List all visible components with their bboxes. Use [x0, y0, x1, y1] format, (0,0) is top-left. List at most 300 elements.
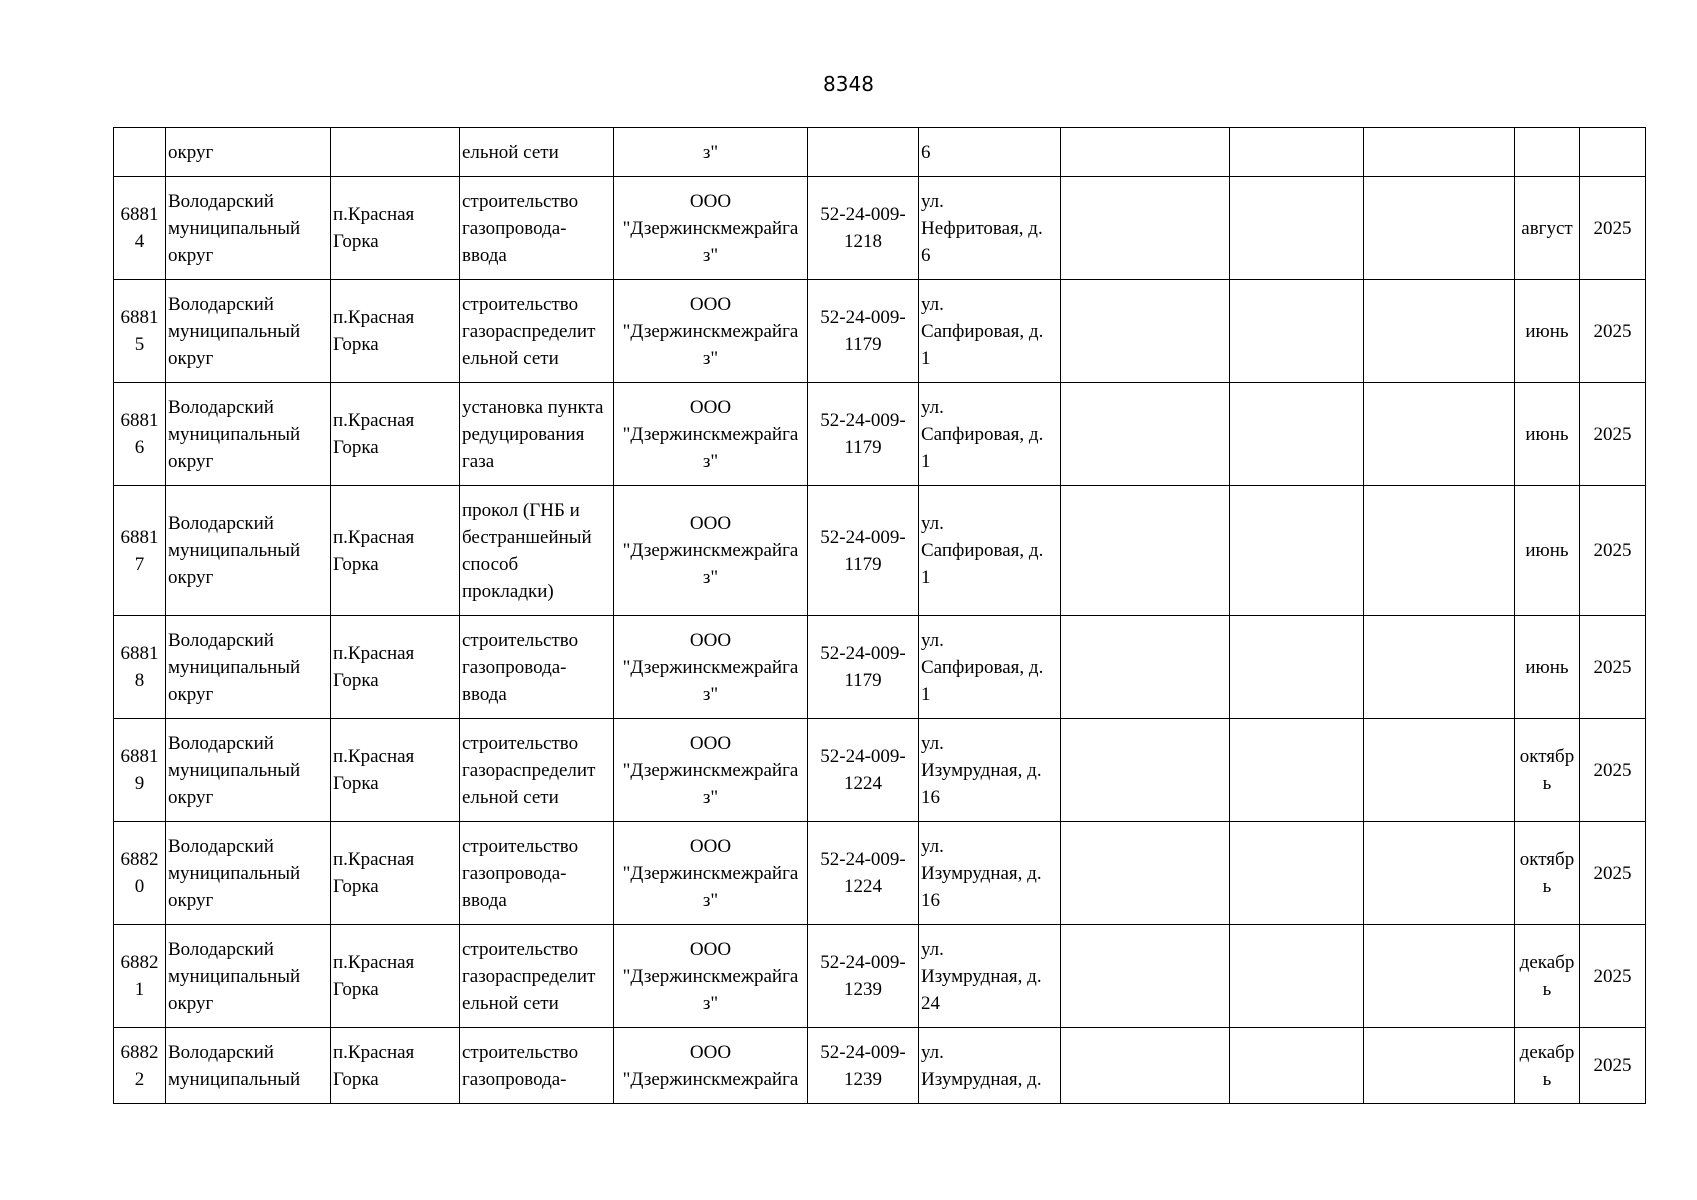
cell-line: 1: [921, 450, 931, 472]
cell-month: [1515, 616, 1580, 719]
cell-line: п.Красная: [333, 849, 415, 870]
cell-work: [460, 177, 614, 280]
cell-line: 1: [921, 567, 931, 588]
cell-line: Володарский: [168, 1041, 274, 1063]
cell-district: округ: [166, 128, 331, 177]
cell-empty-3: [1364, 925, 1515, 1028]
cell-line: Володарский: [168, 293, 274, 315]
cell-line: "Дзержинскмежрайга: [622, 320, 799, 342]
table-row: [114, 486, 1646, 616]
cell-address: [919, 177, 1061, 280]
cell-settlement: [331, 925, 460, 1028]
cell-district: [166, 822, 331, 925]
cell-line: ул.: [921, 1041, 944, 1063]
cell-line: округ: [168, 567, 214, 588]
cell-line: 1218: [844, 231, 882, 252]
cell-line: ул.: [921, 396, 944, 418]
cell-contractor: [614, 616, 808, 719]
cell-line: ельной сети: [462, 786, 559, 808]
cell-year: 2025: [1580, 1028, 1646, 1104]
table-row: [114, 822, 1646, 925]
cell-line: ул.: [921, 190, 944, 212]
works-table-body: [114, 128, 1646, 1104]
cell-line: 1224: [844, 773, 882, 794]
cell-line: ООО: [689, 513, 732, 534]
cell-line: 8: [134, 670, 145, 691]
cell-line: установка пункта: [462, 396, 604, 418]
cell-num: [114, 925, 166, 1028]
cell-line: ООО: [689, 293, 732, 315]
cell-line: ь: [1542, 979, 1552, 1000]
cell-line: п.Красная: [333, 643, 415, 664]
cell-line: июнь: [1525, 320, 1569, 342]
cell-line: август: [1521, 217, 1573, 239]
cell-line: 52-24-009-: [820, 1041, 906, 1063]
cell-line: 16: [921, 786, 940, 808]
cell-empty-1: [1061, 486, 1230, 616]
cell-line: строительство: [462, 293, 579, 315]
cell-year: 2025: [1580, 486, 1646, 616]
cell-line: "Дзержинскмежрайга: [622, 540, 799, 561]
cell-contractor: з": [614, 128, 808, 177]
cell-line: Нефритовая, д.: [921, 217, 1043, 239]
cell-settlement: [331, 486, 460, 616]
cell-line: Володарский: [168, 835, 274, 857]
cell-district: [166, 616, 331, 719]
cell-cadastral: [808, 1028, 919, 1104]
cell-line: 52-24-009-: [820, 952, 906, 973]
cell-address: [919, 925, 1061, 1028]
cell-settlement: [331, 177, 460, 280]
table-row: [114, 616, 1646, 719]
cell-line: 5: [134, 334, 145, 355]
cell-settlement: [331, 280, 460, 383]
cell-work: ельной сети: [460, 128, 614, 177]
cell-line: Горка: [333, 231, 379, 252]
cell-empty-1: [1061, 925, 1230, 1028]
cell-empty-1: [1061, 616, 1230, 719]
cell-empty-2: [1230, 383, 1364, 486]
cell-line: 6881: [120, 746, 159, 767]
cell-address: [919, 383, 1061, 486]
cell-settlement: [331, 383, 460, 486]
cell-line: ООО: [689, 732, 732, 754]
cell-line: октябр: [1519, 849, 1575, 870]
cell-line: "Дзержинскмежрайга: [622, 965, 799, 987]
cell-line: газопровода-: [462, 656, 567, 678]
table-row-partial: [114, 128, 1646, 177]
cell-line: з": [702, 786, 719, 808]
cell-line: муниципальный: [168, 656, 301, 678]
cell-year: 2025: [1580, 822, 1646, 925]
cell-contractor: [614, 177, 808, 280]
cell-empty-3: [1364, 616, 1515, 719]
cell-line: бестраншейный: [462, 526, 592, 548]
cell-cadastral: [808, 383, 919, 486]
cell-month: [1515, 925, 1580, 1028]
cell-address: [919, 486, 1061, 616]
cell-line: "Дзержинскмежрайга: [622, 656, 799, 678]
cell-empty-1: [1061, 128, 1230, 177]
cell-line: 6881: [120, 204, 159, 225]
table-row: [114, 719, 1646, 822]
cell-line: ввода: [462, 683, 507, 705]
cell-num: [114, 616, 166, 719]
cell-line: Володарский: [168, 938, 274, 960]
cell-year: 2025: [1580, 383, 1646, 486]
cell-empty-1: [1061, 280, 1230, 383]
cell-line: з": [702, 992, 719, 1014]
cell-line: ь: [1542, 1068, 1552, 1090]
cell-empty-1: [1061, 177, 1230, 280]
cell-line: ельной сети: [462, 992, 559, 1014]
cell-line: 52-24-009-: [820, 643, 906, 664]
cell-line: 9: [134, 773, 145, 794]
cell-line: з": [702, 347, 719, 369]
cell-line: п.Красная: [333, 1041, 415, 1063]
cell-line: Сапфировая, д.: [921, 656, 1044, 678]
cell-line: октябр: [1519, 746, 1575, 767]
cell-line: з": [702, 244, 719, 266]
cell-work: [460, 719, 614, 822]
cell-line: ул.: [921, 513, 944, 534]
cell-work: [460, 616, 614, 719]
cell-address: [919, 616, 1061, 719]
cell-line: п.Красная: [333, 746, 415, 767]
cell-line: газораспределит: [462, 965, 596, 987]
cell-district: [166, 486, 331, 616]
cell-line: 1239: [844, 979, 882, 1000]
cell-line: з": [702, 889, 719, 911]
cell-empty-2: [1230, 1028, 1364, 1104]
cell-year: 2025: [1580, 280, 1646, 383]
cell-line: 4: [134, 231, 145, 252]
cell-year: 2025: [1580, 616, 1646, 719]
cell-num: [114, 128, 166, 177]
cell-line: Изумрудная, д.: [921, 965, 1042, 987]
cell-empty-2: [1230, 128, 1364, 177]
cell-line: 52-24-009-: [820, 410, 906, 431]
cell-month: [1515, 822, 1580, 925]
cell-district: [166, 925, 331, 1028]
cell-empty-1: [1061, 383, 1230, 486]
cell-cadastral: [808, 128, 919, 177]
cell-line: июнь: [1525, 540, 1569, 561]
cell-empty-3: [1364, 177, 1515, 280]
cell-month: [1515, 486, 1580, 616]
cell-line: муниципальный: [168, 540, 301, 561]
cell-num: [114, 1028, 166, 1104]
cell-address: 6: [919, 128, 1061, 177]
cell-line: з": [702, 683, 719, 705]
cell-line: ООО: [689, 629, 732, 651]
cell-line: ь: [1542, 773, 1552, 794]
cell-num: [114, 280, 166, 383]
cell-district: [166, 383, 331, 486]
cell-line: округ: [168, 244, 214, 266]
cell-line: Горка: [333, 553, 379, 575]
cell-line: прокладки): [462, 580, 554, 602]
cell-district: [166, 1028, 331, 1104]
cell-line: Володарский: [168, 732, 274, 754]
cell-contractor: [614, 1028, 808, 1104]
cell-empty-3: [1364, 128, 1515, 177]
cell-line: "Дзержинскмежрайга: [622, 217, 799, 239]
cell-line: строительство: [462, 835, 579, 857]
cell-line: 52-24-009-: [820, 307, 906, 328]
cell-line: газораспределит: [462, 320, 596, 342]
cell-line: строительство: [462, 190, 579, 212]
cell-line: ул.: [921, 732, 944, 754]
cell-empty-2: [1230, 616, 1364, 719]
cell-line: Горка: [333, 670, 379, 691]
cell-line: Горка: [333, 773, 379, 794]
cell-line: муниципальный: [168, 862, 301, 884]
cell-line: ООО: [689, 396, 732, 418]
cell-contractor: [614, 383, 808, 486]
cell-line: 1: [921, 683, 931, 705]
cell-line: "Дзержинскмежрайга: [622, 423, 799, 445]
cell-line: ООО: [689, 190, 732, 212]
cell-line: 52-24-009-: [820, 526, 906, 548]
cell-contractor: [614, 925, 808, 1028]
cell-settlement: [331, 719, 460, 822]
cell-line: муниципальный: [168, 423, 301, 445]
table-row: [114, 383, 1646, 486]
cell-line: п.Красная: [333, 410, 415, 431]
cell-empty-2: [1230, 177, 1364, 280]
table-row: [114, 177, 1646, 280]
cell-cadastral: [808, 719, 919, 822]
cell-address: [919, 1028, 1061, 1104]
cell-work: [460, 280, 614, 383]
cell-work: [460, 925, 614, 1028]
cell-work: [460, 1028, 614, 1104]
cell-line: округ: [168, 889, 214, 911]
cell-line: п.Красная: [333, 204, 415, 225]
cell-month: [1515, 383, 1580, 486]
cell-line: 1: [921, 347, 931, 369]
cell-line: округ: [168, 450, 214, 472]
cell-empty-2: [1230, 719, 1364, 822]
cell-line: ООО: [689, 938, 732, 960]
cell-year: 2025: [1580, 177, 1646, 280]
cell-line: з": [702, 450, 719, 472]
cell-line: Горка: [333, 1068, 379, 1090]
table-row: [114, 1028, 1646, 1104]
cell-line: ООО: [689, 1041, 732, 1063]
cell-year: 2025: [1580, 719, 1646, 822]
cell-empty-2: [1230, 822, 1364, 925]
cell-num: [114, 177, 166, 280]
cell-line: способ: [462, 553, 519, 575]
cell-work: [460, 822, 614, 925]
cell-line: 6: [134, 437, 145, 458]
cell-line: 0: [134, 876, 145, 897]
cell-line: 1179: [844, 437, 882, 458]
cell-line: 1239: [844, 1068, 882, 1090]
cell-contractor: [614, 719, 808, 822]
cell-line: 16: [921, 889, 940, 911]
cell-line: Володарский: [168, 396, 274, 418]
cell-line: 1179: [844, 670, 882, 691]
cell-empty-2: [1230, 280, 1364, 383]
cell-district: [166, 280, 331, 383]
cell-line: п.Красная: [333, 952, 415, 973]
cell-line: ул.: [921, 293, 944, 315]
cell-line: 6881: [120, 410, 159, 431]
cell-line: Горка: [333, 979, 379, 1000]
cell-settlement: [331, 616, 460, 719]
cell-line: округ: [168, 992, 214, 1014]
cell-line: строительство: [462, 629, 579, 651]
cell-num: [114, 822, 166, 925]
cell-line: Горка: [333, 334, 379, 355]
cell-line: 7: [134, 553, 145, 575]
cell-line: ввода: [462, 244, 507, 266]
cell-line: муниципальный: [168, 217, 301, 239]
works-table: [113, 127, 1646, 1104]
cell-line: "Дзержинскмежрайга: [622, 1068, 799, 1090]
cell-line: 24: [921, 992, 940, 1014]
cell-line: 6881: [120, 643, 159, 664]
cell-contractor: [614, 280, 808, 383]
cell-empty-2: [1230, 925, 1364, 1028]
cell-line: Изумрудная, д.: [921, 1068, 1042, 1090]
cell-line: Володарский: [168, 513, 274, 534]
cell-line: строительство: [462, 1041, 579, 1063]
cell-line: муниципальный: [168, 965, 301, 987]
cell-line: 2: [134, 1068, 145, 1090]
cell-empty-1: [1061, 822, 1230, 925]
cell-empty-3: [1364, 719, 1515, 822]
cell-line: округ: [168, 683, 214, 705]
cell-line: газопровода-: [462, 1068, 567, 1090]
cell-line: "Дзержинскмежрайга: [622, 862, 799, 884]
cell-cadastral: [808, 616, 919, 719]
cell-line: "Дзержинскмежрайга: [622, 759, 799, 781]
cell-line: Сапфировая, д.: [921, 423, 1044, 445]
cell-line: Сапфировая, д.: [921, 540, 1044, 561]
cell-line: 6882: [120, 952, 159, 973]
cell-line: 6882: [120, 1041, 159, 1063]
cell-line: ввода: [462, 889, 507, 911]
cell-line: Изумрудная, д.: [921, 759, 1042, 781]
cell-district: [166, 719, 331, 822]
cell-line: 6: [921, 244, 931, 266]
cell-cadastral: [808, 486, 919, 616]
cell-month: [1515, 1028, 1580, 1104]
cell-line: июнь: [1525, 656, 1569, 678]
cell-line: декабр: [1519, 952, 1575, 973]
cell-line: п.Красная: [333, 307, 415, 328]
cell-line: ООО: [689, 835, 732, 857]
cell-month: [1515, 128, 1580, 177]
cell-line: газа: [462, 450, 495, 472]
cell-month: [1515, 177, 1580, 280]
cell-line: 52-24-009-: [820, 746, 906, 767]
cell-month: [1515, 719, 1580, 822]
cell-empty-3: [1364, 1028, 1515, 1104]
cell-line: муниципальный: [168, 320, 301, 342]
cell-cadastral: [808, 925, 919, 1028]
cell-line: прокол (ГНБ и: [462, 499, 580, 521]
cell-year: [1580, 128, 1646, 177]
cell-cadastral: [808, 177, 919, 280]
cell-empty-3: [1364, 822, 1515, 925]
cell-year: 2025: [1580, 925, 1646, 1028]
table-row: [114, 925, 1646, 1028]
cell-contractor: [614, 486, 808, 616]
cell-line: ельной сети: [462, 347, 559, 369]
cell-line: Горка: [333, 876, 379, 897]
cell-cadastral: [808, 822, 919, 925]
cell-line: июнь: [1525, 423, 1569, 445]
cell-line: Сапфировая, д.: [921, 320, 1044, 342]
cell-line: муниципальный: [168, 759, 301, 781]
cell-line: Володарский: [168, 190, 274, 212]
cell-empty-3: [1364, 280, 1515, 383]
table-row: [114, 280, 1646, 383]
cell-line: з": [702, 567, 719, 588]
cell-line: ул.: [921, 629, 944, 651]
cell-line: редуцирования: [462, 423, 585, 445]
cell-line: 6881: [120, 307, 159, 328]
cell-cadastral: [808, 280, 919, 383]
cell-line: газораспределит: [462, 759, 596, 781]
cell-empty-3: [1364, 383, 1515, 486]
cell-settlement: [331, 1028, 460, 1104]
cell-num: [114, 719, 166, 822]
cell-line: 52-24-009-: [820, 204, 906, 225]
cell-line: округ: [168, 786, 214, 808]
cell-empty-2: [1230, 486, 1364, 616]
cell-work: [460, 486, 614, 616]
cell-line: 1: [134, 979, 145, 1000]
cell-address: [919, 280, 1061, 383]
cell-line: 1179: [844, 553, 882, 575]
cell-work: [460, 383, 614, 486]
cell-empty-1: [1061, 719, 1230, 822]
cell-month: [1515, 280, 1580, 383]
cell-line: Горка: [333, 437, 379, 458]
cell-line: округ: [168, 347, 214, 369]
cell-address: [919, 822, 1061, 925]
cell-empty-1: [1061, 1028, 1230, 1104]
cell-empty-3: [1364, 486, 1515, 616]
page-number: 8348: [823, 72, 874, 96]
cell-line: строительство: [462, 938, 579, 960]
cell-district: [166, 177, 331, 280]
cell-line: ул.: [921, 835, 944, 857]
cell-line: ул.: [921, 938, 944, 960]
cell-line: ь: [1542, 876, 1552, 897]
cell-line: газопровода-: [462, 862, 567, 884]
cell-line: газопровода-: [462, 217, 567, 239]
cell-line: 6882: [120, 849, 159, 870]
cell-contractor: [614, 822, 808, 925]
cell-line: 6881: [120, 526, 159, 548]
cell-settlement: [331, 128, 460, 177]
cell-line: п.Красная: [333, 526, 415, 548]
cell-line: 52-24-009-: [820, 849, 906, 870]
cell-line: 1224: [844, 876, 882, 897]
cell-line: декабр: [1519, 1041, 1575, 1063]
cell-line: 1179: [844, 334, 882, 355]
cell-line: Володарский: [168, 629, 274, 651]
cell-line: муниципальный: [168, 1068, 301, 1090]
cell-num: [114, 486, 166, 616]
